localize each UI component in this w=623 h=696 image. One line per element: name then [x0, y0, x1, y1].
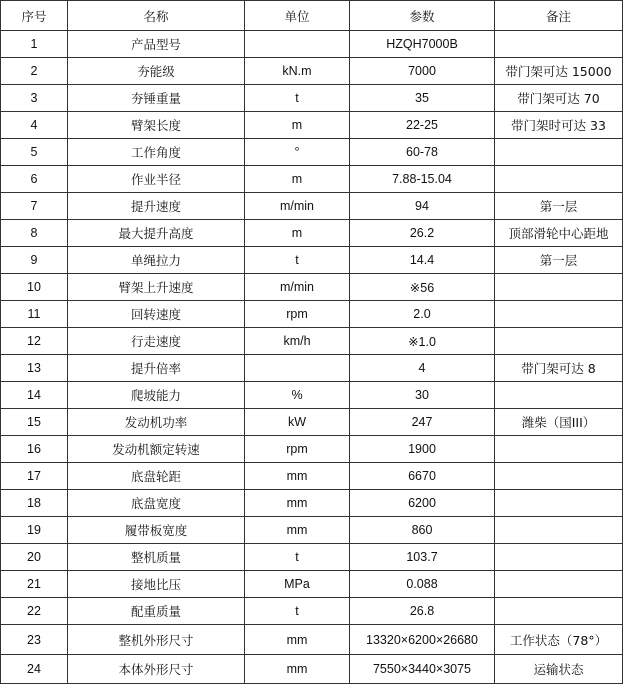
cell-name: 整机外形尺寸 [68, 625, 245, 655]
cell-param: 7.88-15.04 [350, 166, 495, 193]
table-row [1, 571, 623, 598]
cell-name: 提升倍率 [68, 355, 245, 382]
cell-unit: m/min [245, 274, 350, 301]
cell-remark [495, 166, 623, 193]
cell-name: 臂架长度 [68, 112, 245, 139]
cell-index: 13 [1, 355, 68, 382]
header-index: 序号 [1, 1, 68, 31]
cell-remark [495, 463, 623, 490]
cell-index: 22 [1, 598, 68, 625]
cell-unit: rpm [245, 436, 350, 463]
cell-remark [495, 301, 623, 328]
cell-index: 8 [1, 220, 68, 247]
cell-remark: 第一层 [495, 193, 623, 220]
table-row [1, 463, 623, 490]
cell-remark [495, 436, 623, 463]
cell-unit: rpm [245, 301, 350, 328]
cell-index: 18 [1, 490, 68, 517]
cell-index: 11 [1, 301, 68, 328]
table-row [1, 490, 623, 517]
cell-index: 10 [1, 274, 68, 301]
cell-index: 16 [1, 436, 68, 463]
cell-remark [495, 598, 623, 625]
cell-remark [495, 517, 623, 544]
table-row [1, 625, 623, 655]
cell-index: 2 [1, 58, 68, 85]
table-row [1, 517, 623, 544]
table-row [1, 112, 623, 139]
cell-unit: mm [245, 517, 350, 544]
cell-index: 20 [1, 544, 68, 571]
cell-index: 19 [1, 517, 68, 544]
cell-remark: 运输状态 [495, 655, 623, 684]
cell-unit: m/min [245, 193, 350, 220]
cell-param: 13320×6200×26680 [350, 625, 495, 655]
cell-index: 21 [1, 571, 68, 598]
cell-param: 30 [350, 382, 495, 409]
cell-index: 15 [1, 409, 68, 436]
cell-name: 单绳拉力 [68, 247, 245, 274]
table-row [1, 166, 623, 193]
cell-index: 3 [1, 85, 68, 112]
cell-param: 6200 [350, 490, 495, 517]
header-unit: 单位 [245, 1, 350, 31]
cell-remark: 顶部滑轮中心距地 [495, 220, 623, 247]
header-param: 参数 [350, 1, 495, 31]
table-row [1, 247, 623, 274]
cell-unit: m [245, 166, 350, 193]
cell-param: ※1.0 [350, 328, 495, 355]
cell-param: 6670 [350, 463, 495, 490]
cell-index: 9 [1, 247, 68, 274]
cell-name: 行走速度 [68, 328, 245, 355]
cell-unit: m [245, 112, 350, 139]
cell-param: 7000 [350, 58, 495, 85]
cell-param: 7550×3440×3075 [350, 655, 495, 684]
cell-index: 6 [1, 166, 68, 193]
cell-unit: mm [245, 625, 350, 655]
cell-param: 2.0 [350, 301, 495, 328]
cell-name: 接地比压 [68, 571, 245, 598]
table-row [1, 328, 623, 355]
cell-name: 臂架上升速度 [68, 274, 245, 301]
cell-name: 爬坡能力 [68, 382, 245, 409]
table-row [1, 598, 623, 625]
table-row [1, 31, 623, 58]
cell-remark: 带门架可达 70 [495, 85, 623, 112]
cell-unit: % [245, 382, 350, 409]
cell-name: 产品型号 [68, 31, 245, 58]
header-remark: 备注 [495, 1, 623, 31]
cell-param: 26.2 [350, 220, 495, 247]
cell-unit [245, 31, 350, 58]
cell-remark [495, 382, 623, 409]
table-row [1, 301, 623, 328]
cell-name: 发动机功率 [68, 409, 245, 436]
cell-remark: 潍柴（国III） [495, 409, 623, 436]
cell-name: 最大提升高度 [68, 220, 245, 247]
cell-param: 35 [350, 85, 495, 112]
cell-unit: t [245, 247, 350, 274]
cell-remark: 带门架可达 15000 [495, 58, 623, 85]
table-row [1, 382, 623, 409]
table-row [1, 274, 623, 301]
cell-param: HZQH7000B [350, 31, 495, 58]
cell-remark: 带门架时可达 33 [495, 112, 623, 139]
cell-unit: t [245, 544, 350, 571]
cell-unit: mm [245, 655, 350, 684]
cell-index: 24 [1, 655, 68, 684]
cell-remark [495, 544, 623, 571]
cell-unit: mm [245, 463, 350, 490]
table-body [1, 31, 623, 684]
cell-name: 作业半径 [68, 166, 245, 193]
cell-param: 22-25 [350, 112, 495, 139]
header-row [1, 1, 623, 31]
cell-unit: kW [245, 409, 350, 436]
cell-unit [245, 355, 350, 382]
table-row [1, 85, 623, 112]
cell-remark [495, 139, 623, 166]
cell-index: 17 [1, 463, 68, 490]
cell-param: 1900 [350, 436, 495, 463]
cell-remark: 工作状态（78°） [495, 625, 623, 655]
cell-param: 94 [350, 193, 495, 220]
cell-param: 0.088 [350, 571, 495, 598]
cell-name: 提升速度 [68, 193, 245, 220]
table-header [1, 1, 623, 31]
header-name: 名称 [68, 1, 245, 31]
cell-remark [495, 490, 623, 517]
cell-index: 1 [1, 31, 68, 58]
cell-index: 4 [1, 112, 68, 139]
table-row [1, 436, 623, 463]
cell-index: 14 [1, 382, 68, 409]
cell-remark [495, 328, 623, 355]
cell-name: 履带板宽度 [68, 517, 245, 544]
table-row [1, 544, 623, 571]
table-row [1, 58, 623, 85]
cell-param: 860 [350, 517, 495, 544]
cell-unit: t [245, 598, 350, 625]
cell-name: 底盘宽度 [68, 490, 245, 517]
cell-name: 整机质量 [68, 544, 245, 571]
cell-index: 7 [1, 193, 68, 220]
table-row [1, 139, 623, 166]
cell-name: 回转速度 [68, 301, 245, 328]
cell-unit: t [245, 85, 350, 112]
cell-name: 底盘轮距 [68, 463, 245, 490]
cell-name: 夯能级 [68, 58, 245, 85]
cell-remark: 第一层 [495, 247, 623, 274]
cell-param: 26.8 [350, 598, 495, 625]
cell-index: 5 [1, 139, 68, 166]
cell-param: 4 [350, 355, 495, 382]
cell-remark [495, 571, 623, 598]
cell-name: 发动机额定转速 [68, 436, 245, 463]
cell-index: 12 [1, 328, 68, 355]
cell-index: 23 [1, 625, 68, 655]
table-row [1, 655, 623, 684]
table-row [1, 409, 623, 436]
cell-remark: 带门架可达 8 [495, 355, 623, 382]
cell-name: 本体外形尺寸 [68, 655, 245, 684]
cell-param: 60-78 [350, 139, 495, 166]
cell-remark [495, 274, 623, 301]
cell-unit: mm [245, 490, 350, 517]
cell-param: ※56 [350, 274, 495, 301]
cell-unit: m [245, 220, 350, 247]
cell-remark [495, 31, 623, 58]
table-row [1, 220, 623, 247]
cell-name: 配重质量 [68, 598, 245, 625]
cell-param: 247 [350, 409, 495, 436]
cell-unit: km/h [245, 328, 350, 355]
cell-param: 14.4 [350, 247, 495, 274]
table-row [1, 355, 623, 382]
cell-unit: MPa [245, 571, 350, 598]
cell-param: 103.7 [350, 544, 495, 571]
table-row [1, 193, 623, 220]
cell-name: 夯锤重量 [68, 85, 245, 112]
cell-unit: ° [245, 139, 350, 166]
cell-name: 工作角度 [68, 139, 245, 166]
cell-unit: kN.m [245, 58, 350, 85]
